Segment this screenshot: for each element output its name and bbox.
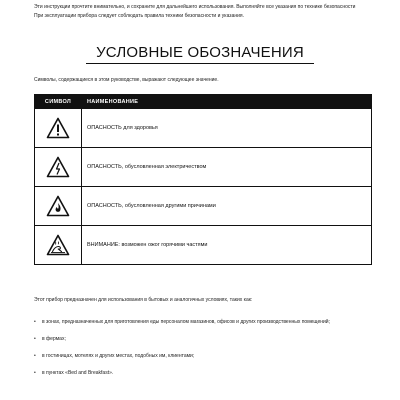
section-title: УСЛОВНЫЕ ОБОЗНАЧЕНИЯ xyxy=(96,44,304,61)
list-item xyxy=(34,335,374,343)
bullet-dot: • xyxy=(34,336,36,342)
list-item xyxy=(34,318,374,326)
fire-hazard-icon xyxy=(46,195,70,217)
warning-triangle-icon xyxy=(46,117,70,139)
header-name: НАИМЕНОВАНИЕ xyxy=(82,95,372,109)
table-row xyxy=(35,187,372,226)
bullet-list xyxy=(34,318,374,386)
list-item-text: в пунктах «Bed and Breakfast». xyxy=(42,370,114,376)
symbol-cell xyxy=(35,226,82,265)
intro-text xyxy=(34,3,374,21)
list-item-text: в фермах; xyxy=(42,336,66,342)
list-item-text: в зонах, предназначенных для приготовления еды персоналом магазинов, офисов и других производственных помещений; xyxy=(42,319,330,325)
intro-line-1: Эти инструкции прочтите внимательно, и сохраните для дальнейшего использования. Выполняйте все указания по технике безопасности xyxy=(34,4,356,10)
list-item xyxy=(34,352,374,360)
electric-hazard-icon xyxy=(46,156,70,178)
bullet-dot: • xyxy=(34,370,36,376)
list-item-text: в гостиницах, мотелях и других местах, подобных им, клиентами; xyxy=(42,353,195,359)
symbol-name: ОПАСНОСТЬ, обусловленная электричеством xyxy=(82,148,372,187)
table-row xyxy=(35,109,372,148)
hot-surface-icon xyxy=(46,234,70,256)
table-row xyxy=(35,148,372,187)
body-text: Этот прибор предназначен для использования в бытовых и аналогичных условиях, таких как: xyxy=(34,297,253,303)
symbol-name: ОПАСНОСТЬ для здоровья xyxy=(82,109,372,148)
intro-line-2: При эксплуатации прибора следует соблюдать правила техники безопасности и указания. xyxy=(34,13,245,19)
list-item xyxy=(34,369,374,377)
bullet-dot: • xyxy=(34,353,36,359)
table-header-row xyxy=(35,95,372,109)
lead-text: Символы, содержащиеся в этом руководстве, выражают следующее значение. xyxy=(34,77,219,83)
symbols-table xyxy=(34,94,372,265)
header-symbol: СИМВОЛ xyxy=(35,95,82,109)
symbol-cell xyxy=(35,187,82,226)
symbol-name: ОПАСНОСТЬ, обусловленная другими причинами xyxy=(82,187,372,226)
symbol-name: ВНИМАНИЕ: возможен ожог горячими частями xyxy=(82,226,372,265)
table-row xyxy=(35,226,372,265)
symbol-cell xyxy=(35,148,82,187)
symbol-cell xyxy=(35,109,82,148)
bullet-dot: • xyxy=(34,319,36,325)
title-underline xyxy=(86,63,314,64)
